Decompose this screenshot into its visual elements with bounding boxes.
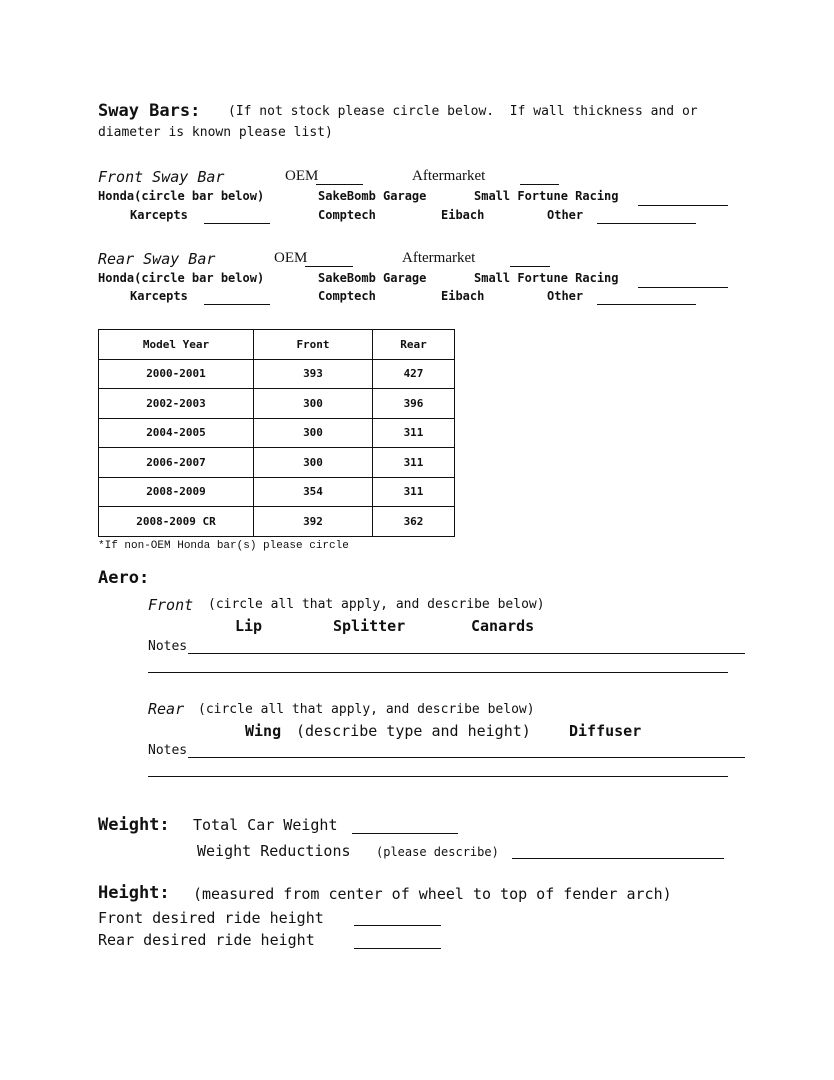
aero-rear-instruction: (circle all that apply, and describe below) [198, 702, 535, 717]
aero-rear-notes-line-1[interactable] [188, 757, 745, 758]
weight-reductions-label: Weight Reductions [197, 842, 351, 860]
rear-option-karcepts[interactable]: Karcepts [130, 289, 188, 303]
height-instruction: (measured from center of wheel to top of fender arch) [193, 885, 672, 903]
front-option-karcepts[interactable]: Karcepts [130, 208, 188, 222]
table-row [99, 477, 455, 507]
front-small-fortune-blank[interactable] [638, 205, 728, 206]
sway-bar-table [98, 329, 455, 537]
table-cell-year: 2008-2009 CR [99, 507, 254, 537]
table-cell-year: 2002-2003 [99, 389, 254, 419]
front-option-small-fortune[interactable]: Small Fortune Racing [474, 189, 619, 203]
table-cell-rear[interactable]: 362 [373, 507, 455, 537]
front-option-eibach[interactable]: Eibach [441, 208, 485, 222]
table-header-rear: Rear [373, 330, 455, 360]
table-row [99, 389, 455, 419]
table-row [99, 359, 455, 389]
table-cell-rear[interactable]: 311 [373, 477, 455, 507]
rear-option-honda[interactable]: Honda(circle bar below) [98, 271, 265, 285]
aero-front-instruction: (circle all that apply, and describe below) [208, 597, 545, 612]
table-row [99, 418, 455, 448]
table-cell-rear[interactable]: 311 [373, 448, 455, 478]
table-header-model-year: Model Year [99, 330, 254, 360]
table-cell-front[interactable]: 354 [254, 477, 373, 507]
rear-option-eibach[interactable]: Eibach [441, 289, 485, 303]
weight-heading: Weight: [98, 815, 170, 835]
table-cell-rear[interactable]: 311 [373, 418, 455, 448]
front-aftermarket-label: Aftermarket [412, 168, 486, 184]
rear-option-sakebomb[interactable]: SakeBomb Garage [318, 271, 427, 285]
rear-option-small-fortune[interactable]: Small Fortune Racing [474, 271, 619, 285]
rear-ride-height-label: Rear desired ride height [98, 931, 315, 949]
aero-option-splitter[interactable]: Splitter [333, 617, 406, 635]
table-cell-front[interactable]: 300 [254, 389, 373, 419]
table-cell-front[interactable]: 392 [254, 507, 373, 537]
sway-bars-instruction-1: (If not stock please circle below. If wall thickness and or [228, 104, 698, 119]
front-other-blank[interactable] [597, 223, 696, 224]
aero-front-notes-label: Notes [148, 639, 188, 654]
height-heading: Height: [98, 883, 170, 903]
aero-option-diffuser[interactable]: Diffuser [569, 722, 642, 740]
front-ride-height-label: Front desired ride height [98, 909, 324, 927]
sway-bars-heading: Sway Bars: [98, 101, 201, 121]
aero-wing-note: (describe type and height) [296, 722, 531, 740]
aero-front-label: Front [148, 596, 194, 614]
aero-option-canards[interactable]: Canards [471, 617, 535, 635]
rear-ride-height-blank[interactable] [354, 948, 441, 949]
rear-sway-bar-label: Rear Sway Bar [98, 250, 216, 268]
front-karcepts-blank[interactable] [204, 223, 270, 224]
rear-small-fortune-blank[interactable] [638, 287, 728, 288]
table-row [99, 448, 455, 478]
table-cell-rear[interactable]: 396 [373, 389, 455, 419]
front-ride-height-blank[interactable] [354, 925, 441, 926]
front-option-honda[interactable]: Honda(circle bar below) [98, 189, 265, 203]
rear-oem-label: OEM [274, 250, 308, 266]
rear-aftermarket-blank[interactable] [510, 266, 550, 267]
total-car-weight-blank[interactable] [352, 833, 458, 834]
weight-reductions-blank[interactable] [512, 858, 724, 859]
table-cell-front[interactable]: 300 [254, 418, 373, 448]
rear-option-other[interactable]: Other [547, 289, 584, 303]
rear-aftermarket-label: Aftermarket [402, 250, 476, 266]
total-car-weight-label: Total Car Weight [193, 816, 338, 834]
aero-rear-label: Rear [148, 700, 185, 718]
table-cell-front[interactable]: 393 [254, 359, 373, 389]
table-row [99, 507, 455, 537]
aero-rear-notes-line-2[interactable] [148, 776, 728, 777]
aero-option-wing[interactable]: Wing [245, 722, 282, 740]
table-cell-year: 2006-2007 [99, 448, 254, 478]
table-cell-year: 2004-2005 [99, 418, 254, 448]
front-sway-bar-label: Front Sway Bar [98, 168, 225, 186]
front-option-sakebomb[interactable]: SakeBomb Garage [318, 189, 427, 203]
table-cell-year: 2000-2001 [99, 359, 254, 389]
front-option-comptech[interactable]: Comptech [318, 208, 376, 222]
aero-front-notes-line-1[interactable] [188, 653, 745, 654]
aero-rear-notes-label: Notes [148, 743, 188, 758]
table-cell-front[interactable]: 300 [254, 448, 373, 478]
table-header-row [99, 330, 455, 360]
rear-other-blank[interactable] [597, 304, 696, 305]
table-cell-year: 2008-2009 [99, 477, 254, 507]
front-oem-blank[interactable] [316, 184, 363, 185]
table-cell-rear[interactable]: 427 [373, 359, 455, 389]
front-aftermarket-blank[interactable] [520, 184, 559, 185]
rear-karcepts-blank[interactable] [204, 304, 270, 305]
weight-reductions-note: (please describe) [376, 845, 499, 859]
rear-oem-blank[interactable] [305, 266, 353, 267]
rear-option-comptech[interactable]: Comptech [318, 289, 376, 303]
front-oem-label: OEM [285, 168, 319, 184]
aero-heading: Aero: [98, 568, 150, 588]
front-option-other[interactable]: Other [547, 208, 584, 222]
table-header-front: Front [254, 330, 373, 360]
table-footnote: *If non-OEM Honda bar(s) please circle [98, 540, 349, 552]
sway-bars-instruction-2: diameter is known please list) [98, 125, 333, 140]
aero-front-notes-line-2[interactable] [148, 672, 728, 673]
aero-option-lip[interactable]: Lip [235, 617, 263, 635]
